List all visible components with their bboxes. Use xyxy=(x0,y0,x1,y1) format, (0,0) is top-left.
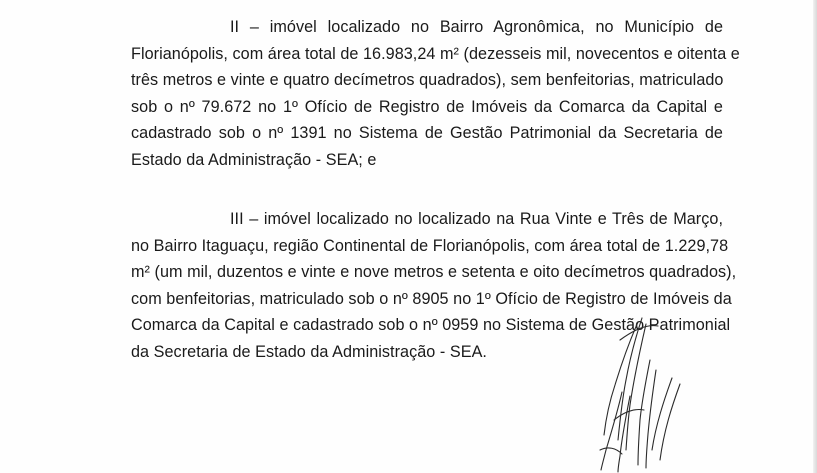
text-line: no Bairro Itaguaçu, região Continental de Florianópolis, com área total de 1.229,78 xyxy=(131,236,729,255)
scan-edge-shadow xyxy=(813,0,817,473)
text-line: Comarca da Capital e cadastrado sob o nº 0959 no Sistema de Gestão Patrimonial xyxy=(131,316,731,335)
text-line: cadastrado sob o nº 1391 no Sistema de Gestão Patrimonial da Secretaria de xyxy=(131,124,723,143)
text-line: II – imóvel localizado no Bairro Agronômica, no Município de xyxy=(230,18,723,36)
text-line: três metros e vinte e quatro decímetros quadrados), sem benfeitorias, matriculado xyxy=(131,71,724,90)
text-line: com benfeitorias, matriculado sob o nº 8905 no 1º Ofício de Registro de Imóveis da xyxy=(131,289,732,308)
text-line: da Secretaria de Estado da Administração - SEA. xyxy=(131,342,487,361)
text-line: III – imóvel localizado no localizado na Rua Vinte e Três de Março, xyxy=(230,210,723,228)
text-line: sob o nº 79.672 no 1º Ofício de Registro de Imóveis da Comarca da Capital e xyxy=(131,97,723,116)
paragraph-item-ii xyxy=(131,14,740,174)
text-line: Florianópolis, com área total de 16.983,24 m² (dezesseis mil, novecentos e oitenta e xyxy=(131,44,740,63)
text-line: m² (um mil, duzentos e vinte e nove metros e setenta e oito decímetros quadrados), xyxy=(131,263,737,282)
handwritten-signature xyxy=(560,300,710,473)
text-line: Estado da Administração - SEA; e xyxy=(131,150,377,169)
